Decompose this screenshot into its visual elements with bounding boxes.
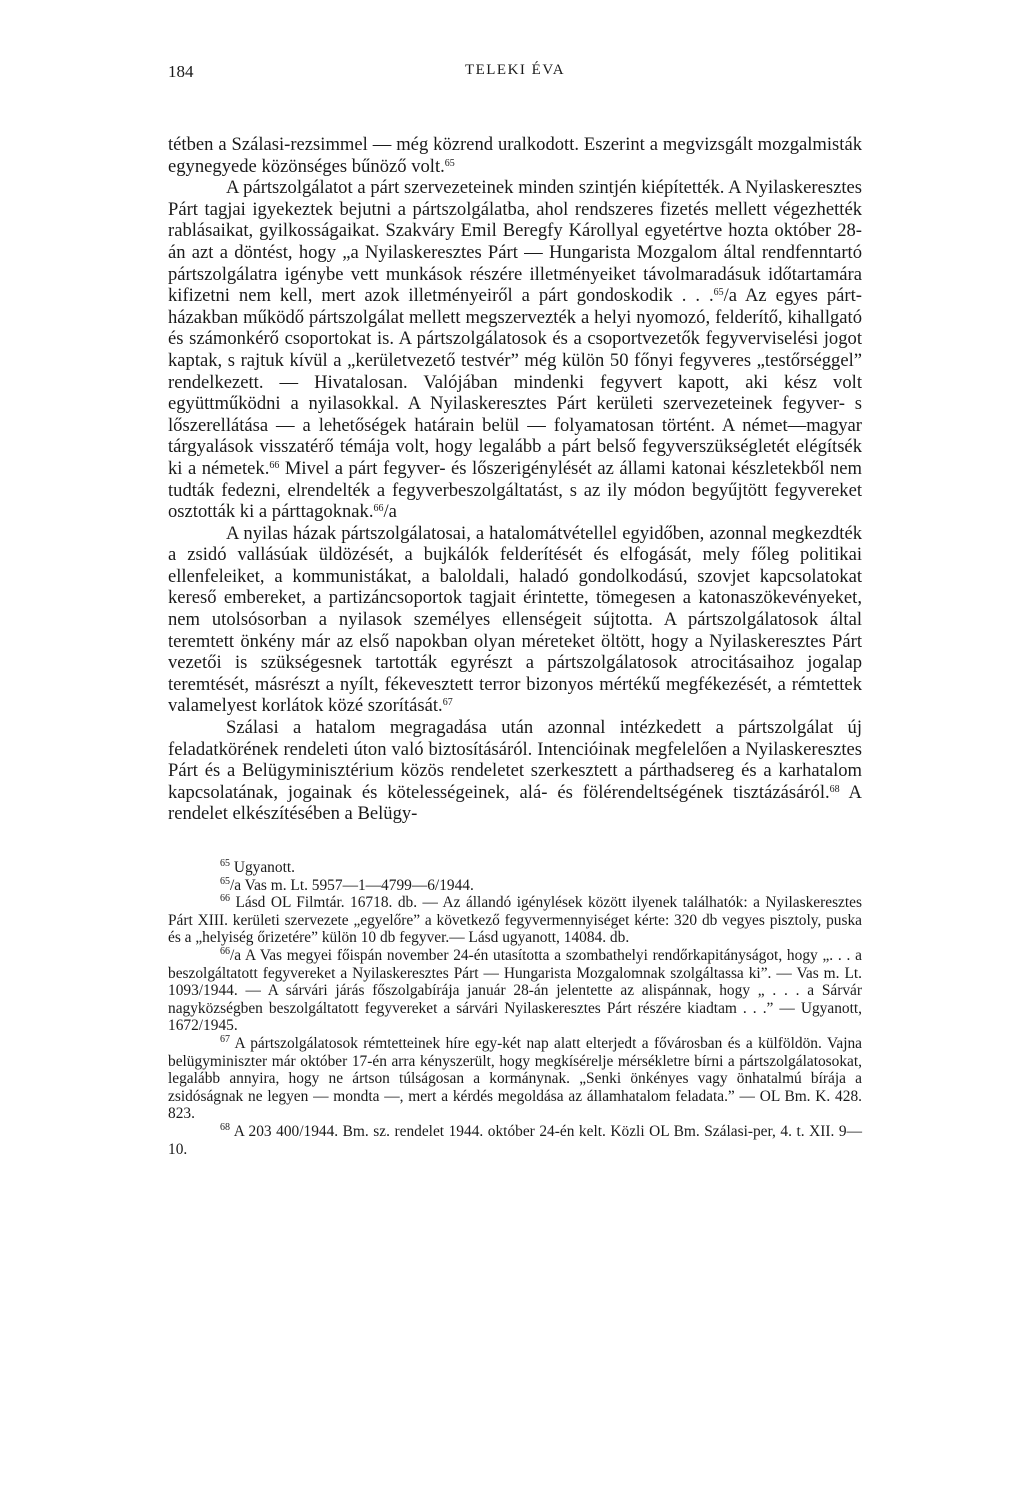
body-paragraph — [168, 523, 862, 717]
body-paragraph — [168, 717, 862, 825]
body-text — [168, 134, 862, 825]
footnote-number: 68 — [220, 1121, 230, 1133]
paragraph-text: A rendelet elkészítésében a Belügy- — [168, 781, 862, 825]
footnotes — [168, 859, 862, 1158]
footnote-number: 65 — [220, 875, 230, 887]
body-paragraph — [168, 177, 862, 523]
paragraph-text: Mivel a párt fegyver- és lőszerigénylését az állami katonai készletekből nem tudták fedezni, elrendelték a fegyverbeszolgáltatást, s az ily módon begyűjtött fegyvereket osztották ki a párttagoknak. — [168, 457, 862, 523]
footnote-number: 65 — [220, 858, 230, 869]
footnote-text: /a A Vas megyei főispán november 24-én utasította a szombathelyi rendőrkapitányságot, hogy „. . . a beszolgáltatott fegyvereket a Nyilaskeresztes Párt — Hungarista Mozgalomnak szolgáltassa ki”. — Vas m. Lt. 1093/1944. — A sárvári járás főszolgabírája január 28-án jelentette az alispánnak, hogy „ . . . a Sárvár nagyközségben beszolgáltatott fegyvereket a sárvári Nyilaskeresztes Párt részére kiadtam . . .” — Ugyanott, 1672/1945. — [168, 946, 862, 1035]
paragraph-text: A pártszolgálatot a párt szervezeteinek minden szintjén kiépítették. A Nyilaskeresztes Párt tagjai igyekeztek bejutni a pártszolgálatba, ahol rendszeres fizetés mellett végezhették rablásaikat, gyilkosságaikat. Szakváry Emil Beregfy Károllyal egyetértve hozta október 28-án azt a döntést, hogy „a Nyilaskeresztes Párt — Hungarista Mozgalom által rendfenntartó pártszolgálatra igénybe vett munkások részére illetményeiket távolmaradásuk időtartamára kifizetni nem kell, mert azok illetményeiről a párt gondoskodik . . . — [168, 177, 862, 307]
footnote-reference: 68 — [829, 783, 840, 795]
footnote — [168, 947, 862, 1035]
paragraph-text: Szálasi a hatalom megragadása után azonnal intézkedett a pártszolgálat új feladatkörének rendeleti úton való biztosításáról. Intencióinak megfelelően a Nyilaskeresztes Párt és a Belügyminisztérium közös rendeletet szerkesztett a párthadsereg és a karhatalom kapcsolatának, jogainak és kötelességeinek, alá- és fölérendeltségének tisztázásáról. — [168, 717, 862, 803]
footnote-text: A pártszolgálatosok rémtetteinek híre egy-két nap alatt elterjedt a fővárosban és a külföldön. Vajna belügyminiszter már október 17-én arra kényszerült, hogy megkísérelje mérsékletre bírni a pártszolgálatosokat, legalább annyira, hogy ne ártson túlságosan a kormánynak. „Senki önkényes vagy önhatalmú bírája a zsidóságnak ne legyen — mondta —, mert a kérdés megoldása az államhatalom feladata.” — OL Bm. K. 428. 823. — [168, 1034, 862, 1123]
footnote-reference: 65 — [713, 287, 724, 299]
footnote-text: Lásd OL Filmtár. 16718. db. — Az állandó igénylések között ilyenek találhatók: a Nyilaskeresztes Párt XIII. kerületi szervezete „egyelőre” a következő fegyvermennyiséget kérte: 320 db vegyes pisztoly, puska és a „helyiség őrizetére” külön 10 db fegyver.— Lásd ugyanott, 14084. db. — [168, 894, 862, 947]
page-header — [168, 62, 862, 92]
footnote-reference: 65 — [444, 157, 455, 169]
paragraph-text: /a Az egyes pártházakban működő pártszolgálat mellett megszervezték a helyi nyomozó, felderítő, kihallgató és számonkérő csoportokat is. A pártszolgálatosok és a csoportvezetők fegyverviselési jogot kaptak, s rajtuk kívül a „kerületvezető testvér” még külön 50 főnyi fegyveres „testőrséggel” rendelkezett. — Hivatalosan. Valójában mindenki fegyvert kapott, aki kész volt együttműködni a nyilasokkal. A Nyilaskeresztes Párt kerületi szervezeteinek fegyver- s lőszerellátása — a lehetőségek határain belül — folyamatosan történt. A német—magyar tárgyalások visszatérő témája volt, hogy legalább a párt belső fegyverszükségletét elégítsék ki a németek. — [168, 285, 862, 479]
footnote — [168, 877, 862, 895]
footnote-reference: 67 — [442, 697, 453, 709]
page-number: 184 — [168, 62, 194, 81]
footnote — [168, 1035, 862, 1123]
footnote-number: 67 — [220, 1033, 230, 1045]
footnote-number: 66 — [220, 893, 230, 905]
footnote-reference: 66 — [373, 503, 384, 515]
footnote-text: /a Vas m. Lt. 5957—1—4799—6/1944. — [230, 876, 474, 894]
footnote — [168, 894, 862, 947]
paragraph-text: /a — [383, 501, 397, 523]
paragraph-text: tétben a Szálasi-rezsimmel — még közrend uralkodott. Eszerint a megvizsgált mozgalmisták egynegyede közönséges bűnöző volt. — [168, 134, 862, 177]
footnote — [168, 859, 862, 877]
body-paragraph — [168, 134, 862, 177]
footnote — [168, 1123, 862, 1158]
footnote-number: 66 — [220, 945, 230, 957]
paragraph-text: A nyilas házak pártszolgálatosai, a hatalomátvétellel egyidőben, azonnal megkezdték a zsidó vallásúak üldözését, a bujkálók felderítését és elfogását, mely főleg politikai ellenfeleiket, a kommunistákat, a baloldali, haladó gondolkodású, szovjet kapcsolatokat kereső embereket, a partizáncsoportok tagjait érintette, tömegesen a katonaszökevényeket, nem utolsósorban a nyilasok személyes ellenségeit sújtotta. A pártszolgálatosok által teremtett önkény már az első napokban olyan méreteket öltött, hogy a Nyilaskeresztes Párt vezetői is szükségesnek tartották egyrészt a pártszolgálatosok atrocitásaihoz jogalap teremtését, másrészt a nyílt, fékevesztett terror bizonyos mértékű megfékezését, a rémtettek valamelyest korlátok közé szorítását. — [168, 522, 862, 717]
document-page — [168, 62, 862, 1158]
footnote-text: Ugyanott. — [230, 859, 295, 876]
footnote-reference: 66 — [269, 459, 280, 471]
footnote-text: A 203 400/1944. Bm. sz. rendelet 1944. október 24-én kelt. Közli OL Bm. Szálasi-per, 4. t. XII. 9—10. — [168, 1122, 862, 1158]
running-head: TELEKI ÉVA — [464, 62, 566, 78]
